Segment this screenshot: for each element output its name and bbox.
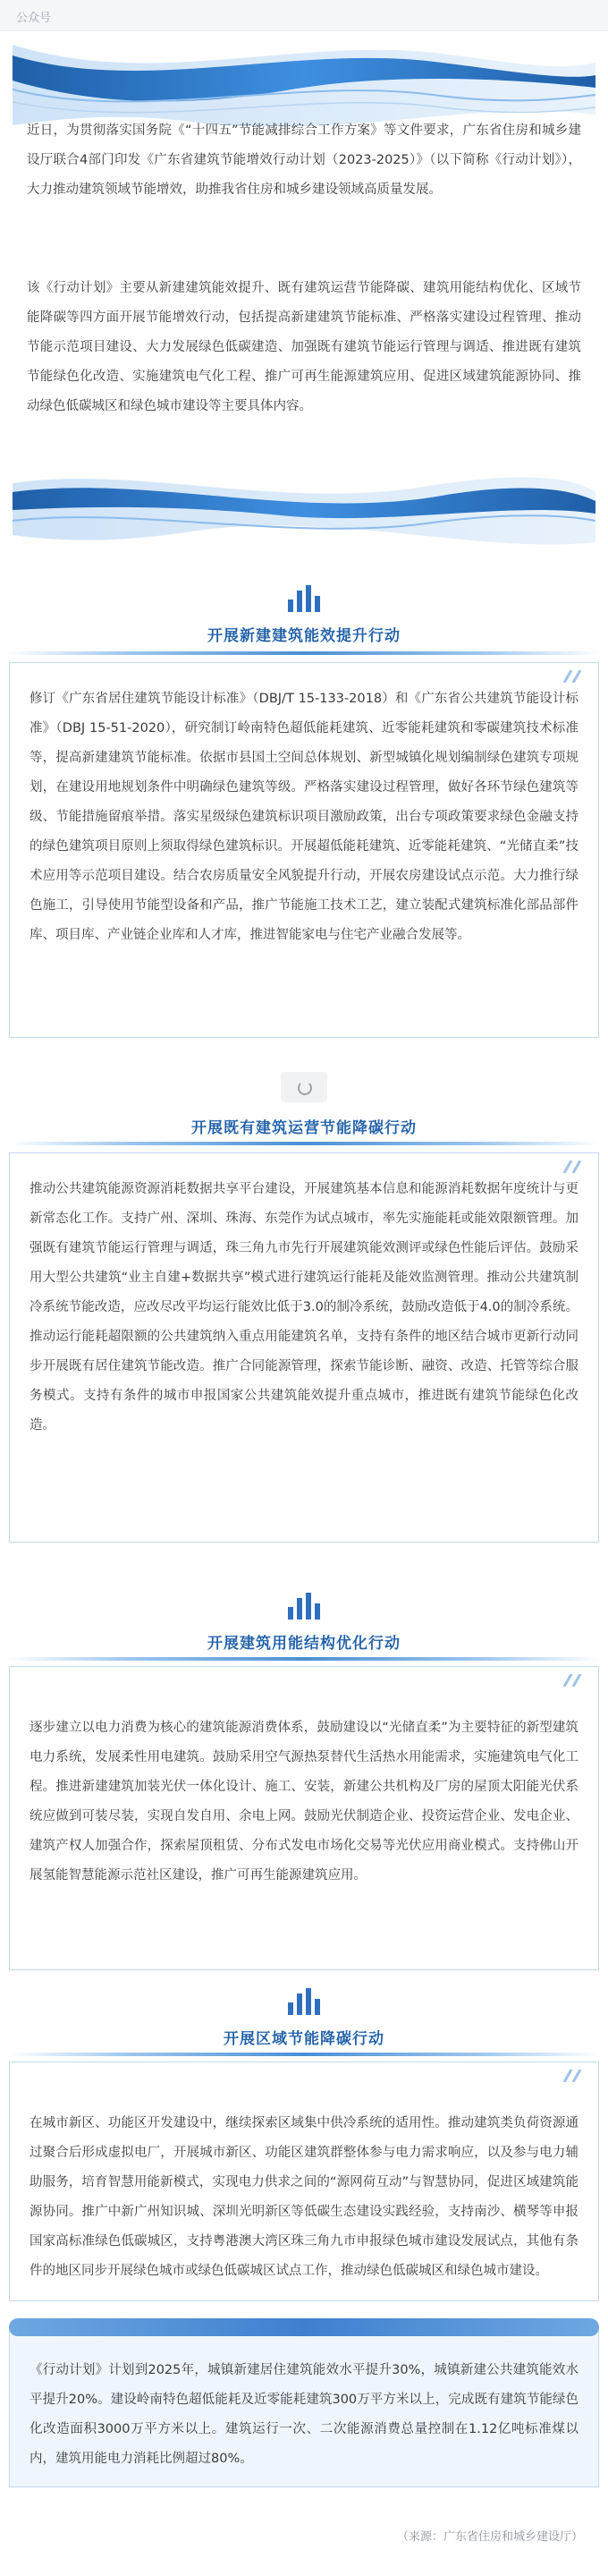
bar-chart-icon [284,585,324,612]
section-2-box [9,1152,599,1543]
section-3-box [9,1666,599,1970]
summary-box [9,2328,599,2487]
section-4-divider [9,2053,599,2056]
section-2-divider [9,1142,599,1145]
wave-graphic [13,456,595,562]
section-3-body: 逐步建立以电力消费为核心的建筑能源消费体系，鼓励建设以“光储直柔”为主要特征的新型建筑电力系统，发展柔性用电建筑。鼓励采用空气源热泵替代生活热水用能需求，实施建筑电气化工程。推进新建建筑加装光伏一体化设计、施工、安装，新建公共机构及厂房的屋顶太阳能光伏系统应做到可装尽装，实现自发自用、余电上网。鼓励光伏制造企业、投资运营企业、发电企业、建筑产权人加强合作，探索屋顶租赁、分布式发电市场化交易等光伏应用商业模式。支持佛山开展氢能智慧能源示范社区建设，推广可再生能源建筑应用。 [30,1721,578,1883]
section-4-title: 开展区域节能降碳行动 [224,2030,384,2048]
source-note: （来源：广东省住房和城乡建设厅） [396,2530,583,2544]
bar-chart-icon [284,1988,324,2015]
section-1-body: 修订《广东省居住建筑节能设计标准》（DBJ/T 15-133-2018）和《广东省公共建筑节能设计标准》（DBJ 15-51-2020），研究制订岭南特色超低能耗建筑、近零能耗建筑和零碳建筑技术标准等，提高新建建筑节能标准。依据市县国土空间总体规划、新型城镇化规划编制绿色建筑专项规划，在建设用地规划条件中明确绿色建筑等级。严格落实建设过程管理，做好各环节绿色建筑等级、节能措施留痕举措。落实星级绿色建筑标识项目激励政策，出台专项政策要求绿色金融支持的绿色建筑项目原则上须取得绿色建筑标识。开展超低能耗建筑、近零能耗建筑、“光储直柔”技术应用等示范项目建设。结合农房质量安全风貌提升行动，开展农房建设试点示范。大力推行绿色施工，引导使用节能型设备和产品，推广节能施工技术工艺，建立装配式建筑标准化部品部件库、项目库、产业链企业库和人才库，推进智能家电与住宅产业融合发展等。 [30,692,578,942]
bottom-wave-banner [13,456,595,562]
top-bar [0,0,608,31]
intro-paragraph-2: 该《行动计划》主要从新建建筑能效提升、既有建筑运营节能降碳、建筑用能结构优化、区域节能降碳等四方面开展节能增效行动，包括提高新建建筑节能标准、严格落实建设过程管理、推动节能示范项目建设、大力发展绿色低碳建造、加强既有建筑节能运行管理与调适、推进既有建筑节能绿色化改造、实施建筑电气化工程、推广可再生能源建筑应用、促进区域建筑能源协同、推动绿色低碳城区和绿色城市建设等主要具体内容。 [27,281,581,413]
section-1-box [9,662,599,1038]
section-1-divider [9,651,599,655]
intro-paragraph-1: 近日，为贯彻落实国务院《“十四五”节能减排综合工作方案》等文件要求，广东省住房和城乡建设厅联合4部门印发《广东省建筑节能增效行动计划（2023-2025）》（以下简称《行动计划》），大力推动建筑领域节能增效，助推我省住房和城乡建设领域高质量发展。 [27,123,581,197]
section-3-title: 开展建筑用能结构优化行动 [207,1635,401,1653]
summary-cap [9,2318,599,2336]
section-1-title: 开展新建建筑能效提升行动 [207,627,401,645]
section-2-title: 开展既有建筑运营节能降碳行动 [191,1119,417,1137]
slash-deco-icon [561,2070,584,2082]
section-4-body: 在城市新区、功能区开发建设中，继续探索区域集中供冷系统的适用性。推动建筑类负荷资源通过聚合后形成虚拟电厂，开展城市新区、功能区建筑群整体参与电力需求响应，以及参与电力辅助服务，培育智慧用能新模式，实现电力供求之间的“源网荷互动”与智慧协同，促进区域建筑能源协同。推广中新广州知识城、深圳光明新区等低碳生态建设实践经验，支持南沙、横琴等申报国家高标准绿色低碳城区，支持粤港澳大湾区珠三角九市申报绿色城市建设发展试点，其他有条件的地区同步开展绿色城市或绿色低碳城区试点工作，推动绿色低碳城区和绿色城市建设。 [30,2116,578,2278]
slash-deco-icon [561,1674,584,1687]
slash-deco-icon [561,1160,584,1173]
account-label: 公众号 [16,12,52,25]
summary-body: 《行动计划》计划到2025年，城镇新建居住建筑能效水平提升30%，城镇新建公共建筑能效水平提升20%。建设岭南特色超低能耗及近零能耗建筑300万平方米以上，完成既有建筑节能绿色化改造面积3000万平方米以上。建筑运行一次、二次能源消费总量控制在1.12亿吨标准煤以内，建筑用能电力消耗比例超过80%。 [30,2363,578,2466]
bar-chart-icon [284,1593,324,1620]
section-2-body: 推动公共建筑能源资源消耗数据共享平台建设，开展建筑基本信息和能源消耗数据年度统计与更新常态化工作。支持广州、深圳、珠海、东莞作为试点城市，率先实施能耗或能效限额管理。加强既有建筑节能运行管理与调适，珠三角九市先行开展建筑能效测评或绿色性能后评估。鼓励采用大型公共建筑“业主自建+数据共享”模式进行建筑运行能耗及能效监测管理。推动公共建筑制冷系统节能改造，应改尽改平均运行能效比低于3.0的制冷系统，鼓励改造低于4.0的制冷系统。推动运行能耗超限额的公共建筑纳入重点用能建筑名单，支持有条件的地区结合城市更新行动同步开展既有居住建筑节能改造。推广合同能源管理，探索节能诊断、融资、改造、托管等综合服务模式。支持有条件的城市申报国家公共建筑能效提升重点城市，推进既有建筑节能绿色化改造。 [30,1182,578,1433]
section-4-box [9,2062,599,2301]
spinner-icon [298,1081,312,1095]
slash-deco-icon [561,670,584,683]
loading-spinner [281,1072,327,1102]
section-3-divider [9,1657,599,1661]
